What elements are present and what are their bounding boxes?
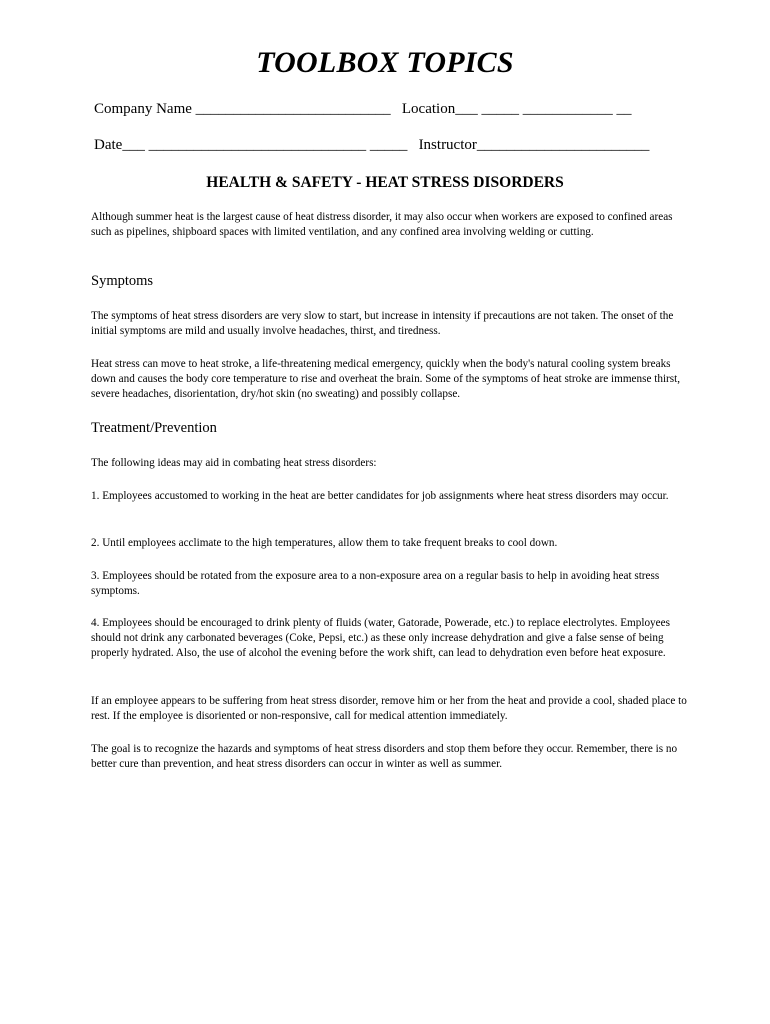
- treatment-heading: Treatment/Prevention: [91, 420, 217, 436]
- treatment-intro: The following ideas may aid in combating heat stress disorders:: [91, 457, 377, 469]
- list-item: 4. Employees should be encouraged to drink plenty of fluids (water, Gatorade, Powerade, etc.) to replace electrolytes. Employees should not drink any carbonated beverages (Coke, Pepsi, etc.) as these only increase dehydration and give a false sense of being properly hydrated. Also, the use of alcohol the evening before the work shift, can lead to dehydration even before heat exposure.: [91, 617, 670, 659]
- date-instructor-line: Date___ _____________________________ _____ Instructor_______________________: [94, 137, 650, 153]
- company-location-line: Company Name __________________________ Location___ _____ ____________ __: [94, 101, 632, 117]
- symptoms-paragraph-2: Heat stress can move to heat stroke, a life-threatening medical emergency, quickly when the body's natural cooling system breaks down and causes the body core temperature to rise and overheat the brain. Some of the symptoms of heat stroke are immense thirst, severe headaches, disorientation, dry/hot skin (no sweating) and possibly collapse.: [91, 358, 681, 400]
- intro-paragraph: Although summer heat is the largest cause of heat distress disorder, it may also occur when workers are exposed to confined areas such as pipelines, shipboard spaces with limited ventilation, and any confined area involving welding or cutting.: [91, 211, 673, 238]
- remove-from-heat-paragraph: If an employee appears to be suffering from heat stress disorder, remove him or her from the heat and provide a cool, shaded place to rest. If the employee is disoriented or non-responsive, call for medical attention immediately.: [91, 695, 687, 722]
- list-item: 3. Employees should be rotated from the exposure area to a non-exposure area on a regular basis to help in avoiding heat stress symptoms.: [91, 570, 660, 597]
- document-title: TOOLBOX TOPICS: [256, 46, 514, 79]
- list-item: 1. Employees accustomed to working in the heat are better candidates for job assignments where heat stress disorders may occur.: [91, 490, 669, 502]
- list-item: 2. Until employees acclimate to the high temperatures, allow them to take frequent breaks to cool down.: [91, 537, 558, 549]
- symptoms-heading: Symptoms: [91, 273, 154, 289]
- symptoms-paragraph-1: The symptoms of heat stress disorders are very slow to start, but increase in intensity if precautions are not taken. The onset of the initial symptoms are mild and usually involve headaches, thirst, and tiredness.: [91, 310, 674, 337]
- goal-paragraph: The goal is to recognize the hazards and symptoms of heat stress disorders and stop them before they occur. Remember, there is no better cure than prevention, and heat stress disorders can occur in winter as well as summer.: [91, 743, 678, 770]
- topic-heading: HEALTH & SAFETY - HEAT STRESS DISORDERS: [206, 174, 564, 191]
